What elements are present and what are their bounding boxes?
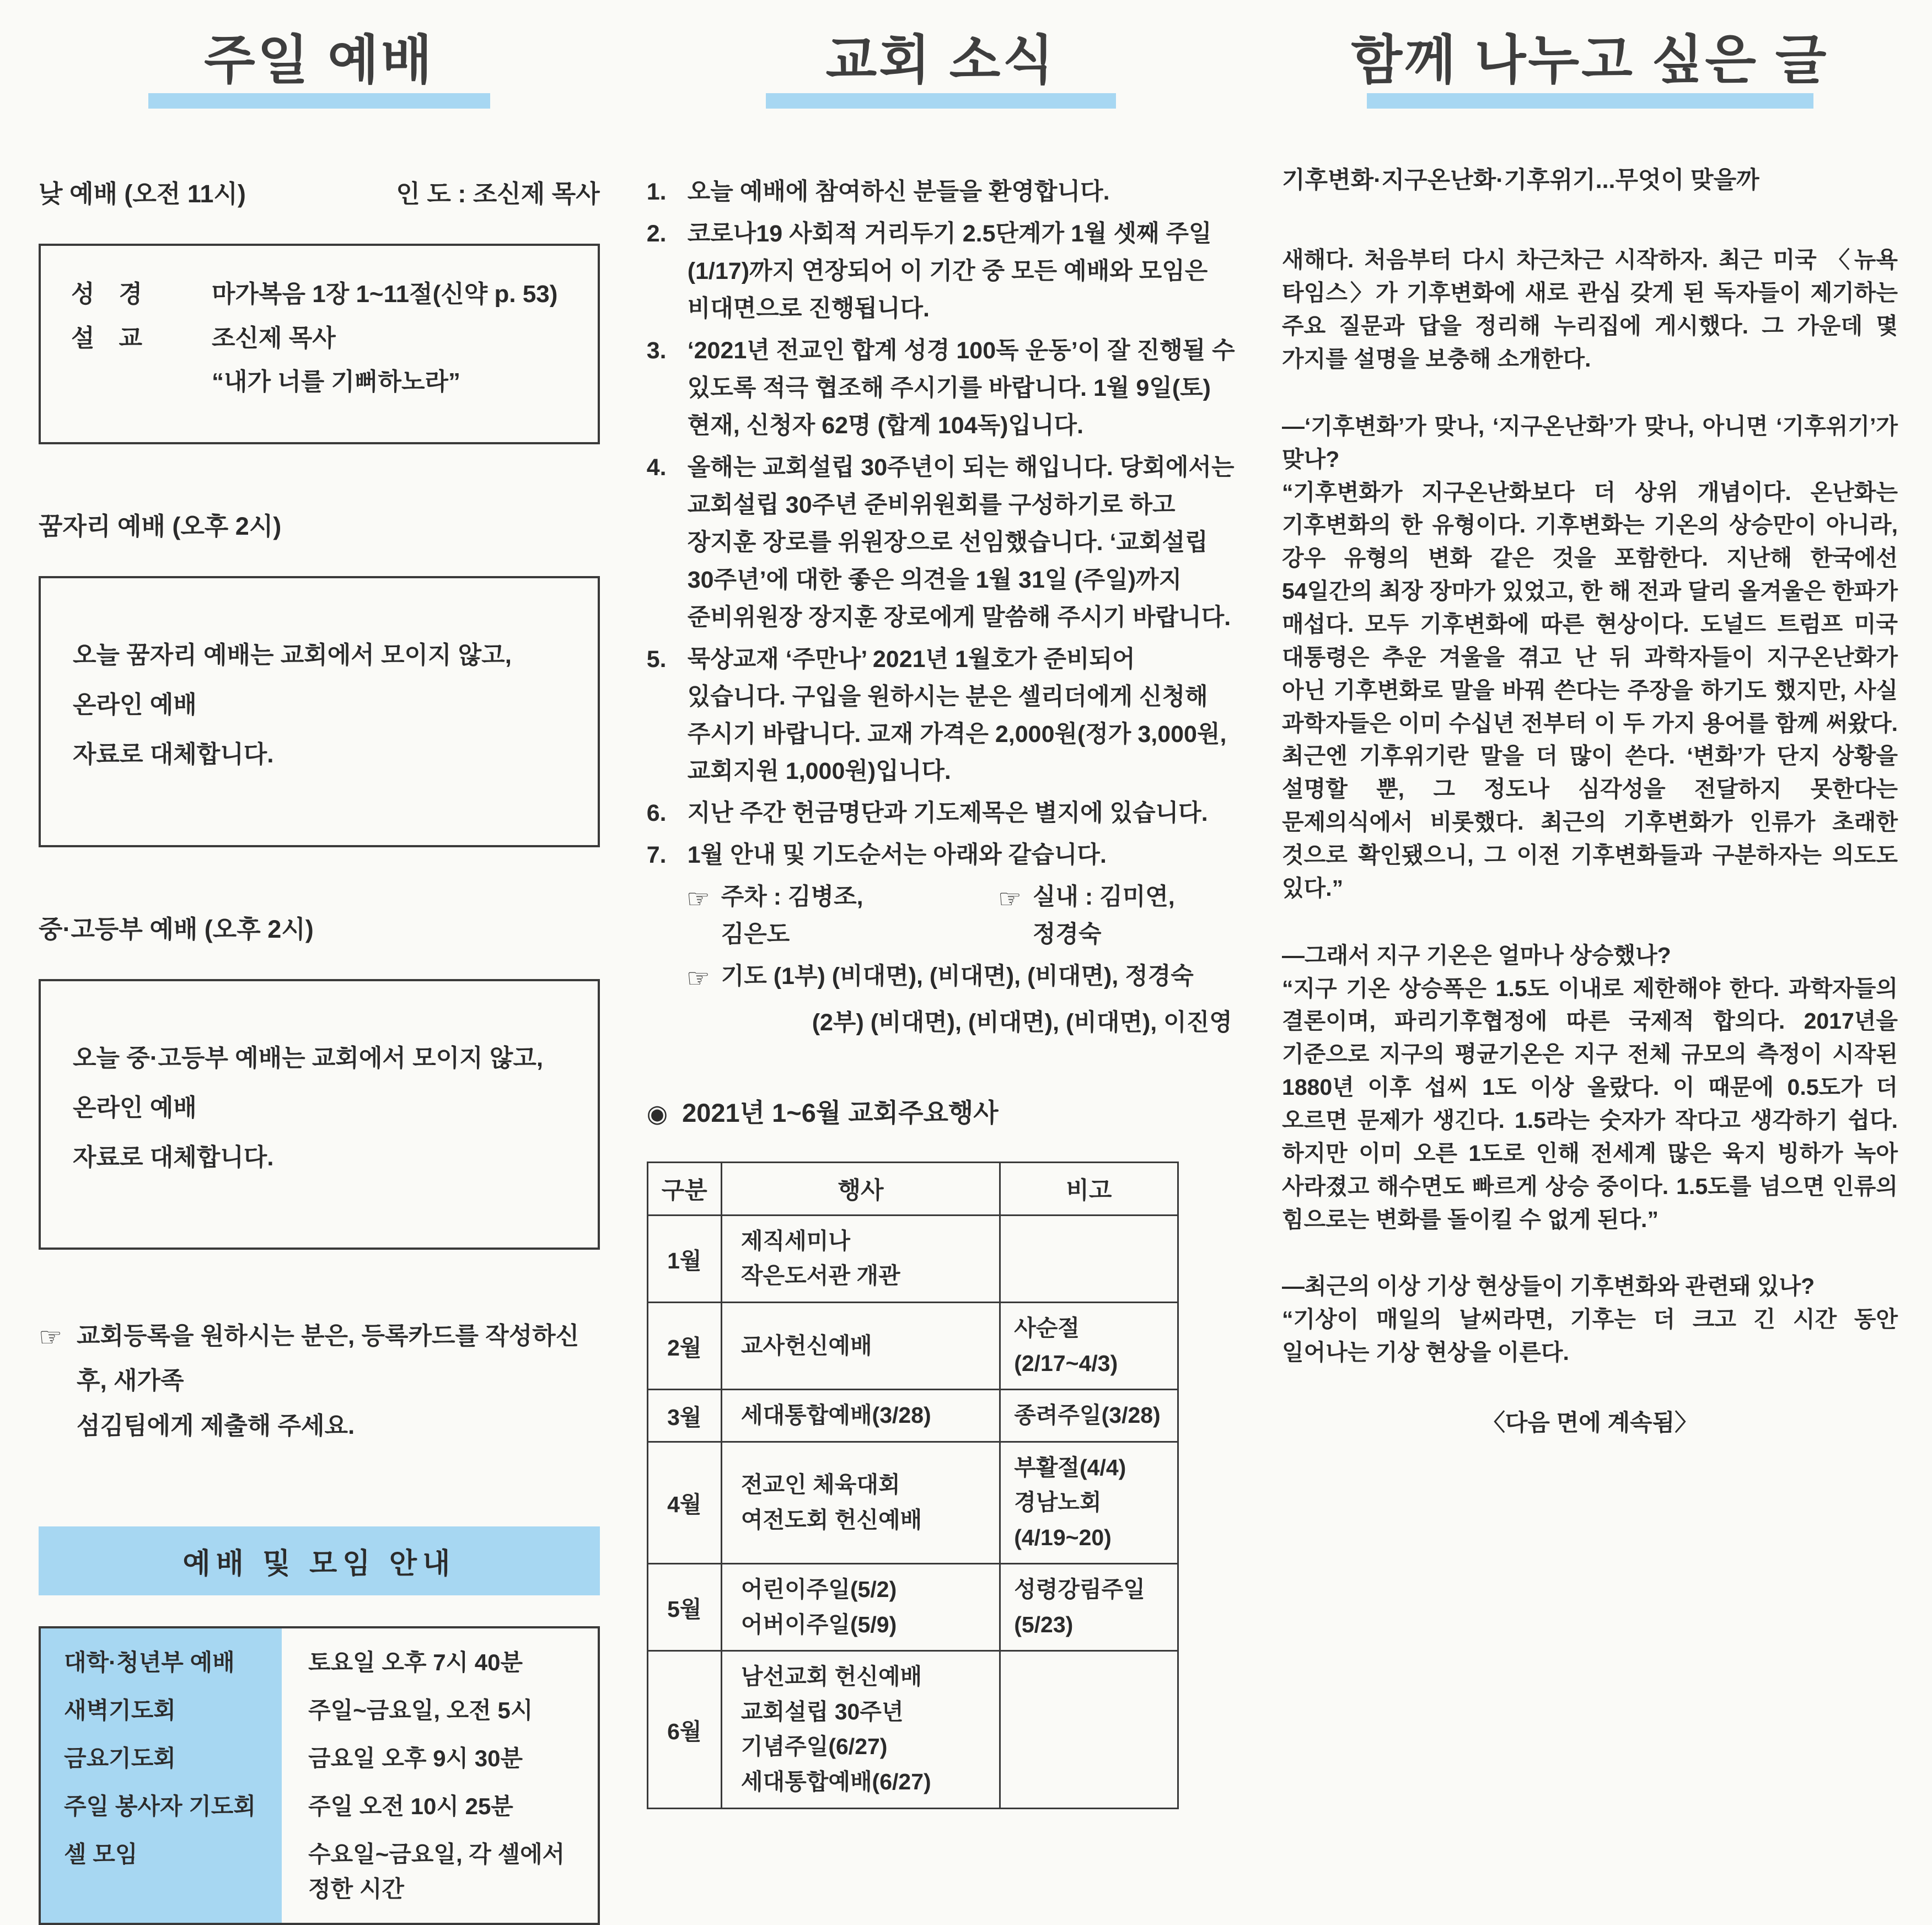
schedule-time-cell: 토요일 오후 7시 40분 [308, 1649, 523, 1676]
day-service-leader: 인 도 : 조신제 목사 [396, 180, 600, 208]
event-month-cell: 5월 [647, 1564, 721, 1651]
news-item [647, 837, 1235, 874]
sunday-worship-column [39, 30, 600, 1925]
event-note-cell: 성령강림주일(5/23) [1000, 1564, 1178, 1651]
pointing-hand-icon: ☞ [39, 1323, 63, 1353]
sermon-label [71, 360, 190, 404]
schedule-name-cell: 금요기도회 [41, 1734, 282, 1782]
sermon-title-quote: “내가 너를 기뻐하노라” [212, 368, 460, 395]
news-item-number: 6. [646, 800, 667, 827]
news-item-number: 3. [646, 337, 667, 364]
events-row [647, 1564, 1178, 1651]
pointing-hand-icon: ☞ [686, 885, 710, 915]
title-underline [766, 93, 1116, 109]
news-item-number: 2. [646, 221, 667, 248]
event-month-cell: 2월 [647, 1303, 721, 1390]
event-note-cell: 종려주일(3/28) [1000, 1390, 1178, 1442]
service-schedule-banner: 예배 및 모임 안내 [39, 1526, 600, 1595]
event-note-cell: 부활절(4/4) 경남노회(4/19~20) [1000, 1442, 1178, 1564]
event-name-cell: 세대통합예배(3/28) [721, 1390, 1000, 1442]
title-underline [148, 93, 490, 109]
article-question: ―‘기후변화’가 맞나, ‘지구온난화’가 맞나, 아니면 ‘기후위기’가 맞나? [1282, 413, 1898, 472]
schedule-name-cell: 새벽기도회 [41, 1686, 282, 1734]
events-header-row [647, 1162, 1178, 1215]
event-name-cell: 전교인 체육대회 여전도회 헌신예배 [721, 1442, 1000, 1564]
prayer-duty-2 [812, 1004, 1235, 1042]
schedule-time-cell: 수요일~금요일, 각 셀에서 정한 시간 [308, 1841, 565, 1902]
prayer-duty-1 [686, 958, 1235, 1000]
news-item [647, 449, 1235, 637]
sermon-label: 설 교 [71, 324, 143, 352]
news-item [647, 795, 1235, 832]
schedule-row [41, 1734, 598, 1782]
bullseye-icon: ◉ [646, 1100, 668, 1127]
event-note-cell [1000, 1651, 1178, 1808]
schedule-row [41, 1782, 598, 1830]
youth-service-notice-box: 오늘 중·고등부 예배는 교회에서 모이지 않고, 온라인 예배 자료로 대체합니다. [39, 979, 600, 1250]
news-item-text: 코로나19 사회적 거리두기 2.5단계가 1월 셋째 주일(1/17)까지 연장되어 이 기간 중 모든 예배와 모임은 비대면으로 진행됩니다. [687, 221, 1212, 322]
schedule-name-cell: 셀 모임 [41, 1830, 282, 1923]
article-answer: “지구 기온 상승폭은 1.5도 이내로 제한해야 한다. 과학자들의 결론이며, 파리기후협정에 따른 국제적 합의다. 2017년을 기준으로 지구의 평균기온은 지구 전체 규모의 측정이 시작된 1880년 이후 섭씨 1도 이상 올랐다. 이 때문에 0.5도가 더 오르면 문제가 생긴다. 1.5라는 숫자가 작다고 생각하기 쉽다. 하지만 이미 오른 1도로 인해 전세계 많은 육지 빙하가 녹아 사라졌고 해수면도 빠르게 상승 중이다. 1.5도를 넘으면 인류의 힘으로는 변화를 돌이킬 수 없게 된다.” [1282, 975, 1898, 1232]
news-item-text: ‘2021년 전교인 합계 성경 100독 운동’이 잘 진행될 수 있도록 적극 협조해 주시기를 바랍니다. 1월 9일(토) 현재, 신청자 62명 (합계 104독)입니다. [687, 337, 1235, 439]
event-month-cell: 3월 [647, 1390, 721, 1442]
duty-pointers [686, 879, 1235, 954]
article-title: 함께 나누고 싶은 글 [1351, 31, 1829, 90]
events-col-header: 구분 [647, 1162, 721, 1215]
event-name-cell: 어린이주일(5/2) 어버이주일(5/9) [721, 1564, 1000, 1651]
article-question: ―그래서 지구 기온은 얼마나 상승했나? [1282, 942, 1671, 968]
event-name-cell: 남선교회 헌신예배 교회설립 30주년 기념주일(6/27) 세대통합예배(6/27) [721, 1651, 1000, 1808]
events-table [647, 1162, 1179, 1809]
events-col-header: 비고 [1000, 1162, 1178, 1215]
news-item-text: 올해는 교회설립 30주년이 되는 해입니다. 당회에서는 교회설립 30주년 준비위원회를 구성하기로 하고 장지훈 장로를 위원장으로 선임했습니다. ‘교회설립 30주년’에 대한 좋은 의견을 1월 31일 (주일)까지 준비위원장 장지훈 장로에게 말씀해 주시기 바랍니다. [687, 454, 1235, 631]
article-paragraph: 새해다. 처음부터 다시 차근차근 시작하자. 최근 미국 〈뉴욕 타임스〉가 기후변화에 새로 관심 갖게 된 독자들이 제기하는 주요 질문과 답을 정리해 누리집에 게시했다. 그 가운데 몇 가지를 설명을 보충해 소개한다. [1282, 247, 1898, 372]
news-item-number: 5. [646, 646, 667, 673]
pointing-hand-icon: ☞ [686, 964, 710, 994]
events-heading-text: 2021년 1~6월 교회주요행사 [682, 1098, 999, 1127]
day-service-name: 낮 예배 (오전 11시) [39, 180, 246, 208]
schedule-name-cell: 주일 봉사자 기도회 [41, 1782, 282, 1830]
events-row [647, 1390, 1178, 1442]
event-name-cell: 교사헌신예배 [721, 1303, 1000, 1390]
church-news-column [647, 30, 1235, 1925]
schedule-time-cell: 주일~금요일, 오전 5시 [308, 1697, 533, 1724]
sermon-row [71, 272, 581, 316]
article-title-block [1282, 30, 1898, 109]
article-subtitle: 기후변화·지구온난화·기후위기...무엇이 맞을까 [1282, 167, 1759, 194]
event-month-cell: 4월 [647, 1442, 721, 1564]
schedule-name-cell: 대학·청년부 예배 [41, 1628, 282, 1686]
news-item-number: 1. [646, 179, 667, 206]
article-answer: “기상이 매일의 날씨라면, 기후는 더 크고 긴 시간 동안 일어나는 기상 현상을 이른다. [1282, 1306, 1898, 1365]
schedule-row [41, 1686, 598, 1734]
pointing-hand-icon: ☞ [997, 885, 1022, 915]
news-item-text: 지난 주간 헌금명단과 기도제목은 별지에 있습니다. [687, 800, 1208, 827]
sunday-worship-title: 주일 예배 [204, 31, 434, 90]
sermon-label: 성 경 [71, 281, 143, 308]
schedule-row [41, 1830, 598, 1923]
sermon-info-box [39, 244, 600, 444]
news-item-text: 1월 안내 및 기도순서는 아래와 같습니다. [687, 842, 1107, 869]
registration-note [39, 1314, 600, 1448]
news-item-text: 오늘 예배에 참여하신 분들을 환영합니다. [687, 179, 1110, 206]
events-col-header: 행사 [721, 1162, 1000, 1215]
parking-duty-text: 주차 : 김병조, 김은도 [721, 884, 863, 948]
events-heading [647, 1093, 1235, 1130]
article-question: ―최근의 이상 기상 현상들이 기후변화와 관련돼 있나? [1282, 1273, 1815, 1299]
article-answer: “기후변화가 지구온난화보다 더 상위 개념이다. 온난화는 기후변화의 한 유형이다. 기후변화는 기온의 상승만이 아니라, 강우 유형의 변화 같은 것을 포함한다. 지난해 한국에선 54일간의 최장 장마가 있었고, 한 해 전과 달리 올겨울은 한파가 매섭다. 모두 기후변화에 따른 현상이다. 도널드 트럼프 미국 대통령은 추운 겨울을 겪고 난 뒤 과학자들이 지구온난화가 아닌 기후변화로 말을 바꿔 쓴다는 주장을 하기도 했지만, 사실 과학자들은 이미 수십년 전부터 이 두 가지 용어를 함께 써왔다. 최근엔 기후위기란 말을 더 많이 쓴다. ‘변화’가 단지 상황을 설명할 뿐, 그 정도나 심각성을 전달하지 못한다는 문제의식에서 비롯했다. 최근의 기후변화가 인류가 초래한 것으로 확인됐으니, 그 이전 기후변화들과 구분하자는 의도도 있다.” [1282, 479, 1898, 901]
schedule-row [41, 1628, 598, 1686]
dream-service-notice-box: 오늘 꿈자리 예배는 교회에서 모이지 않고, 온라인 예배 자료로 대체합니다. [39, 576, 600, 847]
news-item-number: 4. [646, 454, 667, 481]
title-underline [1367, 93, 1813, 109]
sermon-value: 조신제 목사 [212, 324, 336, 352]
news-item [647, 216, 1235, 328]
news-item [647, 641, 1235, 791]
service-schedule-table [39, 1626, 600, 1925]
dream-service-heading: 꿈자리 예배 (오후 2시) [39, 512, 282, 540]
prayer-duty-2-text: (2부) (비대면), (비대면), (비대면), 이진영 [812, 1009, 1232, 1036]
events-row [647, 1442, 1178, 1564]
indoor-duty [998, 879, 1235, 954]
shared-article-column [1282, 30, 1898, 1925]
church-news-title-block [647, 30, 1235, 109]
sermon-row [71, 316, 581, 360]
news-item-number: 7. [646, 842, 667, 869]
news-item-text: 묵상교재 ‘주만나’ 2021년 1월호가 준비되어 있습니다. 구입을 원하시는 분은 셀리더에게 신청해 주시기 바랍니다. 교재 가격은 2,000원(정가 3,000원, 교회지원 1,000원)입니다. [687, 646, 1227, 785]
youth-service-heading: 중·고등부 예배 (오후 2시) [39, 915, 314, 943]
events-row [647, 1215, 1178, 1302]
registration-note-text: 교회등록을 원하시는 분은, 등록카드를 작성하신 후, 새가족 섬김팀에게 제출해 주세요. [77, 1322, 579, 1439]
event-month-cell: 6월 [647, 1651, 721, 1808]
prayer-duty-1-text: 기도 (1부) (비대면), (비대면), (비대면), 정경숙 [721, 963, 1194, 990]
event-note-cell: 사순절(2/17~4/3) [1000, 1303, 1178, 1390]
schedule-time-cell: 금요일 오후 9시 30분 [308, 1745, 523, 1772]
event-name-cell: 제직세미나 작은도서관 개관 [721, 1215, 1000, 1302]
sunday-worship-title-block [39, 30, 600, 109]
sermon-row [71, 360, 581, 404]
event-note-cell [1000, 1215, 1178, 1302]
event-month-cell: 1월 [647, 1215, 721, 1302]
day-service-row [39, 174, 600, 209]
events-row [647, 1303, 1178, 1390]
news-list [647, 174, 1235, 1042]
parking-duty [686, 879, 924, 954]
schedule-time-cell: 주일 오전 10시 25분 [308, 1793, 513, 1820]
church-news-title: 교회 소식 [825, 31, 1056, 90]
news-item [647, 174, 1235, 211]
sermon-value: 마가복음 1장 1~11절(신약 p. 53) [212, 281, 558, 308]
indoor-duty-text: 실내 : 김미연, 정경숙 [1032, 884, 1175, 948]
news-item [647, 332, 1235, 445]
article-continuation-note: 〈다음 면에 계속됨〉 [1482, 1410, 1698, 1436]
events-row [647, 1651, 1178, 1808]
